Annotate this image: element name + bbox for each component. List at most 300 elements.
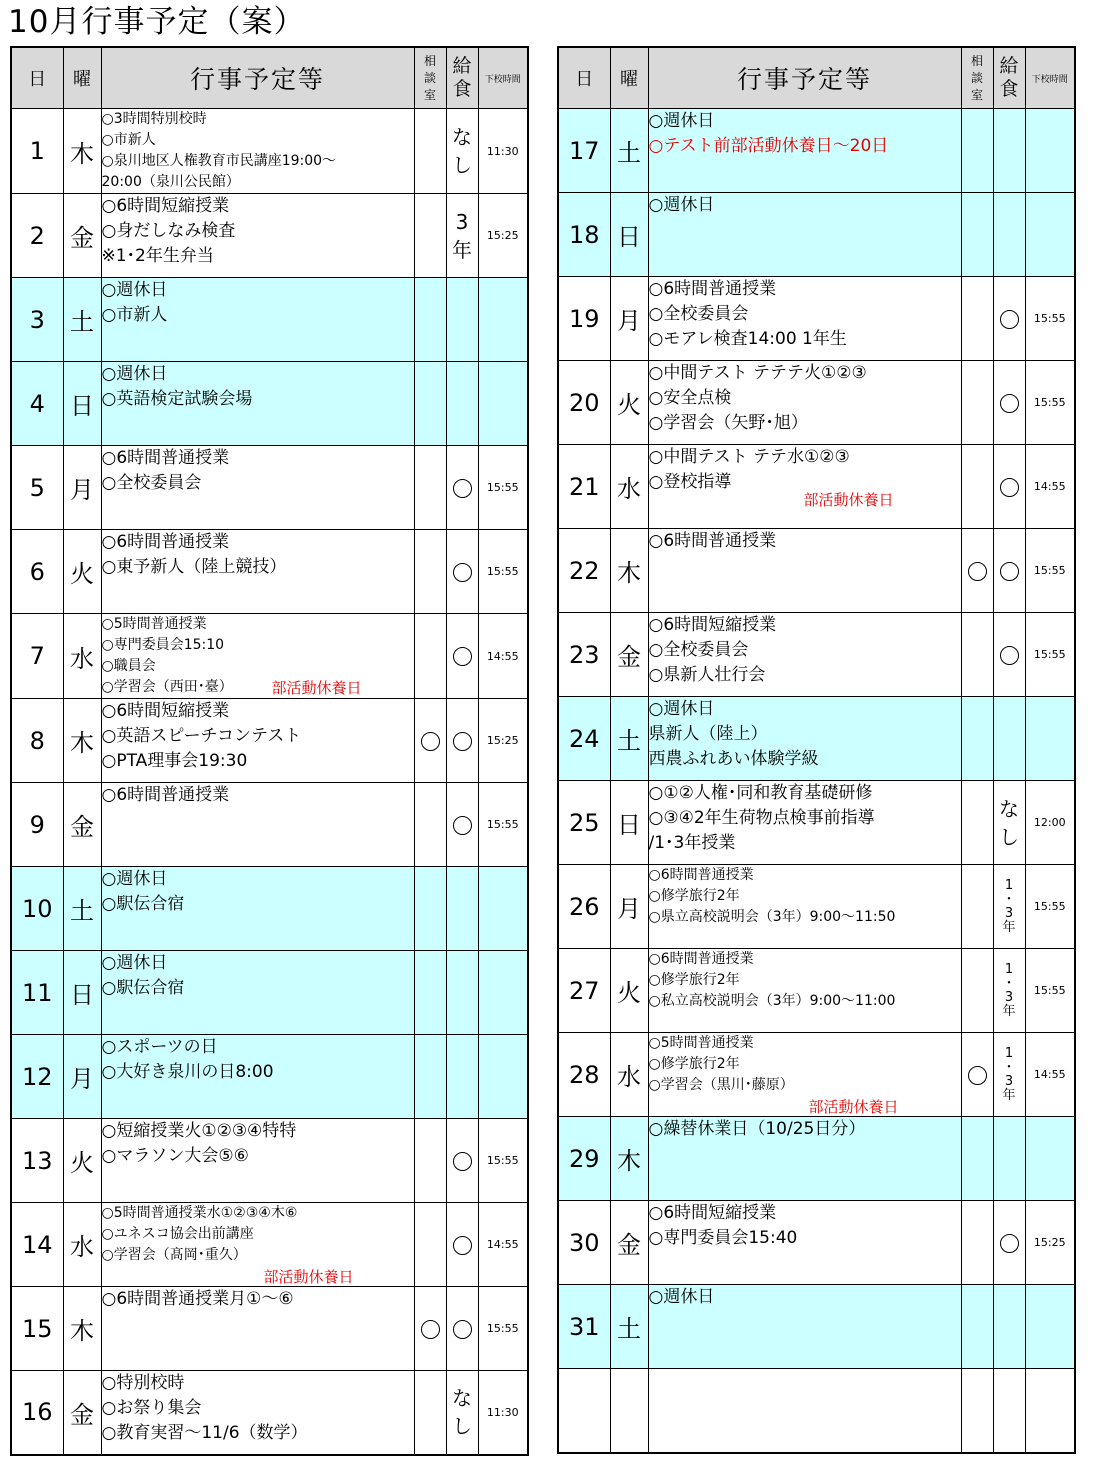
school-lunch-cell-text <box>452 123 472 179</box>
weekday: 土 <box>610 109 648 193</box>
event-cell <box>648 613 961 697</box>
counseling-room-cell <box>961 949 993 1033</box>
dismissal-time <box>478 867 528 951</box>
event-line: ○テスト前部活動休養日～20日 <box>648 136 889 156</box>
weekday: 水 <box>610 1033 648 1117</box>
weekday: 月 <box>63 1035 101 1119</box>
circle-mark <box>1000 310 1019 329</box>
event-line: ○県新人壮行会 <box>648 665 766 685</box>
vertical-char: 1 <box>1004 877 1014 893</box>
event-cell <box>648 1369 961 1453</box>
school-lunch-cell <box>446 783 478 867</box>
vertical-char: 3 <box>1004 989 1014 1005</box>
table-row <box>558 1285 1075 1369</box>
circle-mark <box>1000 1234 1019 1253</box>
vertical-char: 3 <box>1004 1073 1014 1089</box>
table-row <box>11 783 528 867</box>
event-line: ○6時間短縮授業 <box>648 615 777 635</box>
counseling-room-cell <box>961 697 993 781</box>
event-line: ○③④2年生荷物点検事前指導 <box>648 808 875 828</box>
table-row <box>11 1203 528 1287</box>
dismissal-time <box>1025 1117 1075 1201</box>
counseling-room-cell <box>414 362 446 446</box>
event-line: ○市新人 <box>101 305 168 325</box>
school-lunch-cell-text <box>1002 963 1015 1019</box>
event-line: ○6時間短縮授業 <box>101 701 230 721</box>
school-lunch-cell <box>446 109 478 194</box>
weekday: 日 <box>610 781 648 865</box>
weekday: 火 <box>63 530 101 614</box>
table-row <box>558 1201 1075 1285</box>
event-line: ○6時間普通授業月①～⑥ <box>101 1289 294 1309</box>
dismissal-time: 15:25 <box>478 699 528 783</box>
circle-mark <box>968 1066 987 1085</box>
school-lunch-cell-text <box>452 208 472 264</box>
vertical-char: し <box>452 1414 472 1439</box>
school-lunch-cell <box>446 194 478 278</box>
event-line: ○週休日 <box>101 280 168 300</box>
dismissal-time <box>478 1035 528 1119</box>
circle-mark <box>968 562 987 581</box>
event-line: ○5時間普通授業 <box>101 616 207 632</box>
event-line: 西農ふれあい体験学級 <box>648 749 819 769</box>
dismissal-time: 15:55 <box>1025 529 1075 613</box>
counseling-room-cell <box>414 1035 446 1119</box>
vertical-char: 3 <box>455 209 469 234</box>
event-cell <box>101 278 414 362</box>
table-row <box>558 1369 1075 1453</box>
circle-mark <box>453 563 472 582</box>
event-line: ○修学旅行2年 <box>648 888 740 904</box>
weekday: 土 <box>63 867 101 951</box>
weekday: 木 <box>610 529 648 613</box>
day-number <box>558 1369 610 1453</box>
table-row <box>558 1117 1075 1201</box>
header-events: 行事予定等 <box>101 47 414 109</box>
school-lunch-cell-text <box>1002 1047 1015 1103</box>
day-number: 2 <box>11 194 63 278</box>
table-row <box>11 446 528 530</box>
event-cell <box>101 194 414 278</box>
day-number: 19 <box>558 277 610 361</box>
vertical-char: ･ <box>1005 1059 1013 1075</box>
counseling-room-cell <box>414 1287 446 1371</box>
dismissal-time <box>478 951 528 1035</box>
day-number: 28 <box>558 1033 610 1117</box>
vertical-char: 3 <box>1004 905 1014 921</box>
counseling-room-cell <box>414 783 446 867</box>
event-line: ○教育実習～11/6（数学） <box>101 1423 308 1443</box>
vertical-char: な <box>452 1386 472 1411</box>
event-line: ○学習会（黒川･藤原） <box>648 1077 794 1093</box>
vertical-char: 1 <box>1004 961 1014 977</box>
table-row <box>11 951 528 1035</box>
school-lunch-cell <box>993 1369 1025 1453</box>
event-line: ○週休日 <box>101 364 168 384</box>
vertical-char: 年 <box>1002 1087 1016 1103</box>
event-cell <box>648 277 961 361</box>
table-row <box>558 1033 1075 1117</box>
event-cell <box>101 530 414 614</box>
event-cell <box>101 109 414 194</box>
event-cell <box>648 949 961 1033</box>
school-lunch-cell <box>993 529 1025 613</box>
event-line: ○PTA理事会19:30 <box>101 751 248 771</box>
circle-mark <box>421 1320 440 1339</box>
table-row <box>11 278 528 362</box>
event-line: ○週休日 <box>101 869 168 889</box>
header-day: 日 <box>558 47 610 109</box>
header-school-lunch: 給 食 <box>446 47 478 109</box>
circle-mark <box>453 647 472 666</box>
dismissal-time: 15:55 <box>1025 361 1075 445</box>
table-row <box>11 1287 528 1371</box>
event-line: ○特別校時 <box>101 1373 185 1393</box>
weekday: 木 <box>63 699 101 783</box>
day-number: 12 <box>11 1035 63 1119</box>
school-lunch-cell <box>446 867 478 951</box>
club-rest-note: 部活動休養日 <box>803 491 894 509</box>
dismissal-time <box>1025 109 1075 193</box>
event-cell <box>101 1203 414 1287</box>
table-row <box>11 530 528 614</box>
counseling-room-cell <box>961 1285 993 1369</box>
event-line: ○6時間短縮授業 <box>101 196 230 216</box>
calendar-table-right <box>557 46 1076 1454</box>
event-cell <box>101 867 414 951</box>
event-line: ○ユネスコ協会出前講座 <box>101 1226 254 1242</box>
dismissal-time: 14:55 <box>1025 1033 1075 1117</box>
counseling-room-cell <box>961 277 993 361</box>
event-line: ○6時間普通授業 <box>648 951 754 967</box>
event-line: ○学習会（髙岡･重久） <box>101 1247 247 1263</box>
event-cell <box>648 529 961 613</box>
day-number: 26 <box>558 865 610 949</box>
event-line: ○6時間普通授業 <box>101 532 230 552</box>
counseling-room-cell <box>961 361 993 445</box>
table-row <box>558 949 1075 1033</box>
counseling-room-cell <box>414 278 446 362</box>
event-line: ○マラソン大会⑤⑥ <box>101 1146 249 1166</box>
event-line: ○繰替休業日（10/25日分） <box>648 1119 866 1139</box>
counseling-room-cell <box>414 109 446 194</box>
event-line: ○①②人権･同和教育基礎研修 <box>648 783 873 803</box>
event-line: ○6時間短縮授業 <box>648 1203 777 1223</box>
vertical-char: ･ <box>1005 975 1013 991</box>
school-lunch-cell <box>446 1203 478 1287</box>
day-number: 10 <box>11 867 63 951</box>
day-number: 15 <box>11 1287 63 1371</box>
vertical-char: な <box>999 796 1019 821</box>
club-rest-note: 部活動休養日 <box>808 1098 899 1116</box>
circle-mark <box>453 1152 472 1171</box>
school-lunch-cell <box>993 949 1025 1033</box>
weekday: 木 <box>63 1287 101 1371</box>
weekday: 金 <box>63 194 101 278</box>
counseling-room-cell <box>961 1369 993 1453</box>
event-cell <box>648 1285 961 1369</box>
day-number: 3 <box>11 278 63 362</box>
school-lunch-cell <box>993 865 1025 949</box>
event-line: ○修学旅行2年 <box>648 1056 740 1072</box>
school-lunch-cell <box>993 781 1025 865</box>
dismissal-time <box>1025 1285 1075 1369</box>
table-row <box>558 361 1075 445</box>
weekday: 月 <box>610 277 648 361</box>
event-cell <box>648 361 961 445</box>
day-number: 11 <box>11 951 63 1035</box>
event-line: ○モアレ検査14:00 1年生 <box>648 329 847 349</box>
circle-mark <box>421 732 440 751</box>
day-number: 24 <box>558 697 610 781</box>
dismissal-time: 15:25 <box>478 194 528 278</box>
weekday: 水 <box>610 445 648 529</box>
event-cell <box>101 446 414 530</box>
header-weekday: 曜 <box>63 47 101 109</box>
event-cell <box>101 1119 414 1203</box>
event-line: ○全校委員会 <box>648 640 749 660</box>
dismissal-time: 14:55 <box>1025 445 1075 529</box>
school-lunch-cell <box>446 1287 478 1371</box>
event-line: ○学習会（西田･臺） <box>101 679 233 695</box>
table-row <box>11 614 528 699</box>
dismissal-time: 15:55 <box>478 530 528 614</box>
weekday: 月 <box>610 865 648 949</box>
event-cell <box>101 783 414 867</box>
event-line: ○5時間普通授業水①②③④木⑥ <box>101 1205 298 1221</box>
day-number: 7 <box>11 614 63 699</box>
school-lunch-cell-text <box>1002 879 1015 935</box>
school-lunch-cell <box>446 278 478 362</box>
circle-mark <box>453 732 472 751</box>
vertical-char: ･ <box>1005 891 1013 907</box>
dismissal-time <box>478 362 528 446</box>
day-number: 31 <box>558 1285 610 1369</box>
vertical-char: し <box>999 824 1019 849</box>
weekday: 火 <box>63 1119 101 1203</box>
school-lunch-cell <box>993 1033 1025 1117</box>
counseling-room-cell <box>961 529 993 613</box>
vertical-char: 年 <box>1002 919 1016 935</box>
calendar-table-left <box>10 46 529 1456</box>
header-counseling-room: 相 談 室 <box>961 47 993 109</box>
event-line: ○6時間普通授業 <box>648 867 754 883</box>
weekday: 金 <box>63 783 101 867</box>
table-row <box>11 699 528 783</box>
weekday: 木 <box>63 109 101 194</box>
weekday: 火 <box>610 361 648 445</box>
day-number: 14 <box>11 1203 63 1287</box>
event-line: ○全校委員会 <box>648 304 749 324</box>
counseling-room-cell <box>961 445 993 529</box>
weekday: 土 <box>63 278 101 362</box>
weekday: 土 <box>610 1285 648 1369</box>
event-line: ○学習会（矢野･旭） <box>648 413 808 433</box>
dismissal-time: 11:30 <box>478 109 528 194</box>
event-line: ○6時間普通授業 <box>648 531 777 551</box>
counseling-room-cell <box>961 613 993 697</box>
event-line: 県新人（陸上） <box>648 724 768 744</box>
dismissal-time: 15:55 <box>478 446 528 530</box>
event-line: ○泉川地区人権教育市民講座19:00～ <box>101 153 337 169</box>
vertical-char: 1 <box>1004 1045 1014 1061</box>
counseling-room-cell <box>961 109 993 193</box>
table-row <box>558 613 1075 697</box>
vertical-char: 年 <box>1002 1003 1016 1019</box>
counseling-room-cell <box>961 1201 993 1285</box>
event-cell <box>648 781 961 865</box>
counseling-room-cell <box>414 951 446 1035</box>
counseling-room-cell <box>414 614 446 699</box>
table-row <box>11 362 528 446</box>
event-line: ○6時間普通授業 <box>648 279 777 299</box>
event-line: ○週休日 <box>101 953 168 973</box>
school-lunch-cell <box>446 362 478 446</box>
dismissal-time: 14:55 <box>478 614 528 699</box>
circle-mark <box>453 816 472 835</box>
event-line: ○6時間普通授業 <box>101 785 230 805</box>
event-line: ○安全点検 <box>648 388 732 408</box>
table-row <box>11 867 528 951</box>
school-lunch-cell <box>446 951 478 1035</box>
day-number: 17 <box>558 109 610 193</box>
event-cell <box>648 1117 961 1201</box>
counseling-room-cell <box>414 699 446 783</box>
dismissal-time: 15:55 <box>478 1287 528 1371</box>
event-cell <box>648 697 961 781</box>
event-line: ○短縮授業火①②③④特特 <box>101 1121 297 1141</box>
event-cell <box>648 1201 961 1285</box>
vertical-char: し <box>452 153 472 177</box>
event-line: ○3時間特別校時 <box>101 111 207 127</box>
event-line: ○修学旅行2年 <box>648 972 740 988</box>
event-line: ○週休日 <box>648 111 715 131</box>
event-line: ○週休日 <box>648 1287 715 1307</box>
day-number: 13 <box>11 1119 63 1203</box>
event-cell <box>101 699 414 783</box>
table-row <box>558 529 1075 613</box>
circle-mark <box>1000 394 1019 413</box>
header-school-lunch: 給 食 <box>993 47 1025 109</box>
school-lunch-cell <box>446 1371 478 1455</box>
counseling-room-cell <box>414 1203 446 1287</box>
school-lunch-cell <box>446 530 478 614</box>
dismissal-time: 15:55 <box>478 783 528 867</box>
event-line: ○英語検定試験会場 <box>101 389 253 409</box>
event-line: ○中間テスト テテテ火①②③ <box>648 363 867 383</box>
school-lunch-cell-text <box>452 1384 472 1440</box>
school-lunch-cell <box>993 1201 1025 1285</box>
page-title: 10月行事予定（案） <box>8 4 306 40</box>
circle-mark <box>1000 646 1019 665</box>
event-cell <box>101 362 414 446</box>
weekday: 日 <box>63 362 101 446</box>
header-events: 行事予定等 <box>648 47 961 109</box>
event-line: ○身だしなみ検査 <box>101 221 236 241</box>
weekday: 金 <box>610 613 648 697</box>
event-line: ○5時間普通授業 <box>648 1035 754 1051</box>
dismissal-time: 12:00 <box>1025 781 1075 865</box>
counseling-room-cell <box>961 1033 993 1117</box>
event-cell <box>648 1033 961 1117</box>
counseling-room-cell <box>961 781 993 865</box>
dismissal-time: 14:55 <box>478 1203 528 1287</box>
school-lunch-cell <box>993 613 1025 697</box>
day-number: 23 <box>558 613 610 697</box>
table-row <box>11 194 528 278</box>
school-lunch-cell <box>446 446 478 530</box>
school-lunch-cell <box>993 1285 1025 1369</box>
event-line: ○東予新人（陸上競技） <box>101 557 287 577</box>
event-line: ○専門委員会15:40 <box>648 1228 798 1248</box>
day-number: 27 <box>558 949 610 1033</box>
header-day: 日 <box>11 47 63 109</box>
event-cell <box>101 614 414 699</box>
counseling-room-cell <box>414 867 446 951</box>
circle-mark <box>453 1236 472 1255</box>
dismissal-time: 15:25 <box>1025 1201 1075 1285</box>
school-lunch-cell-text <box>999 795 1019 851</box>
event-line: ○駅伝合宿 <box>101 978 185 998</box>
day-number: 20 <box>558 361 610 445</box>
event-line: ○英語スピーチコンテスト <box>101 726 302 746</box>
school-lunch-cell <box>446 614 478 699</box>
day-number: 1 <box>11 109 63 194</box>
counseling-room-cell <box>414 530 446 614</box>
table-row <box>558 781 1075 865</box>
table-row <box>11 1035 528 1119</box>
event-line: ○スポーツの日 <box>101 1037 218 1057</box>
day-number: 8 <box>11 699 63 783</box>
header-counseling-room: 相 談 室 <box>414 47 446 109</box>
table-row <box>11 1119 528 1203</box>
table-row <box>558 865 1075 949</box>
dismissal-time <box>1025 697 1075 781</box>
school-lunch-cell <box>446 1119 478 1203</box>
event-line: /1･3年授業 <box>648 833 736 853</box>
header-weekday: 曜 <box>610 47 648 109</box>
event-line: 20:00（泉川公民館） <box>101 174 240 190</box>
event-line: ○6時間普通授業 <box>101 448 230 468</box>
event-line: ○中間テスト テテ水①②③ <box>648 447 850 467</box>
table-row <box>558 109 1075 193</box>
school-lunch-cell <box>993 109 1025 193</box>
table-row <box>558 445 1075 529</box>
vertical-char: な <box>452 125 472 149</box>
event-line: ○登校指導 <box>648 472 732 492</box>
dismissal-time <box>1025 1369 1075 1453</box>
circle-mark <box>1000 478 1019 497</box>
weekday: 日 <box>63 951 101 1035</box>
counseling-room-cell <box>961 193 993 277</box>
school-lunch-cell <box>993 361 1025 445</box>
header-row <box>558 47 1075 109</box>
counseling-room-cell <box>961 1117 993 1201</box>
dismissal-time: 15:55 <box>478 1119 528 1203</box>
weekday <box>610 1369 648 1453</box>
event-line: ○お祭り集会 <box>101 1398 202 1418</box>
counseling-room-cell <box>414 1371 446 1455</box>
event-line: ○私立高校説明会（3年）9:00～11:00 <box>648 993 896 1009</box>
weekday: 月 <box>63 446 101 530</box>
day-number: 9 <box>11 783 63 867</box>
school-lunch-cell <box>993 193 1025 277</box>
event-line: ○市新人 <box>101 132 156 148</box>
table-row <box>11 109 528 194</box>
club-rest-note: 部活動休養日 <box>263 1268 354 1286</box>
dismissal-time: 15:55 <box>1025 949 1075 1033</box>
counseling-room-cell <box>414 446 446 530</box>
